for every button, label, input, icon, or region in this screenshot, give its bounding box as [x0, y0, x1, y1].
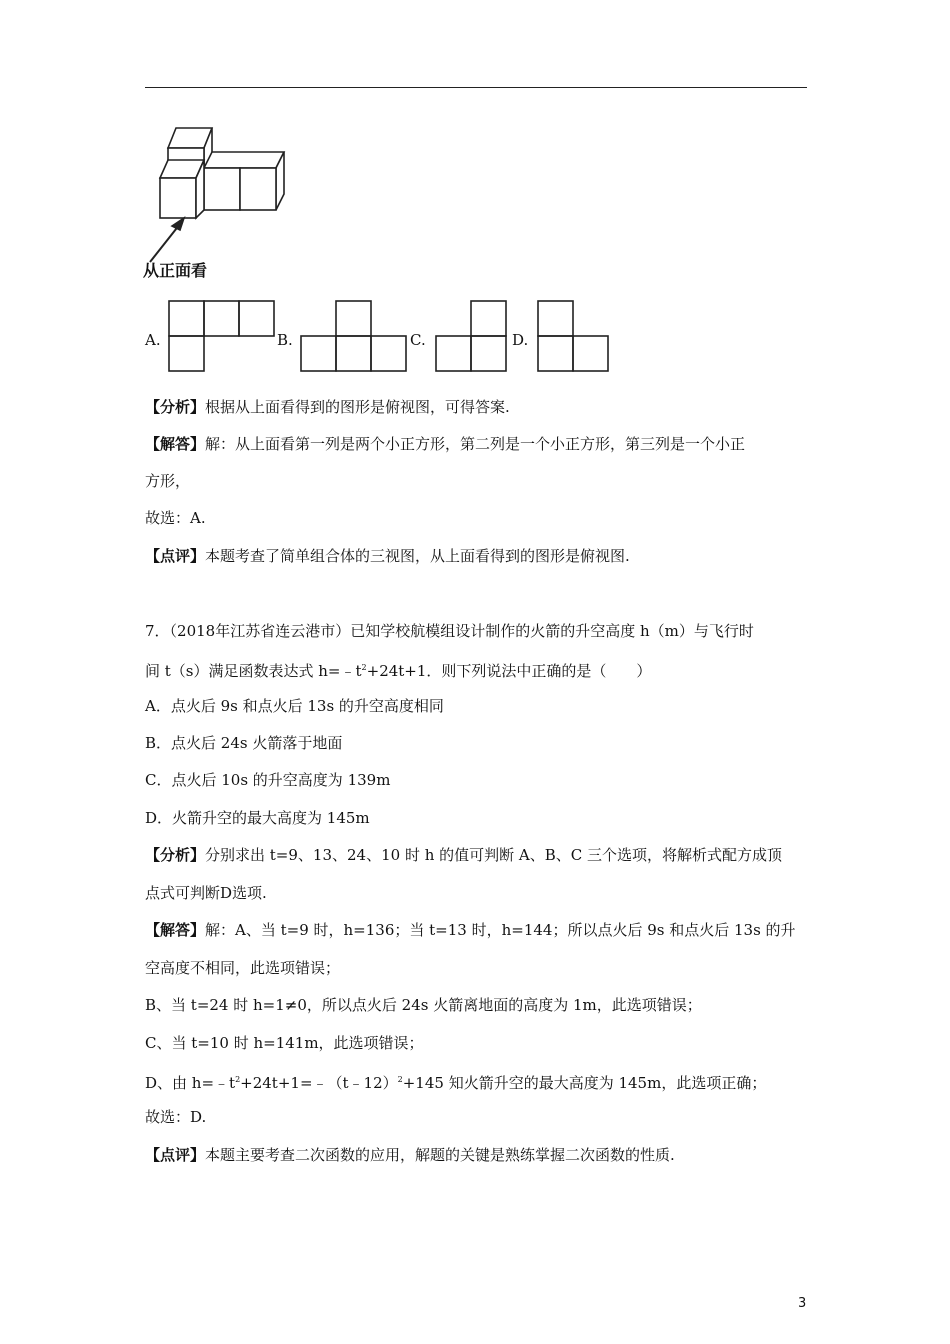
arrow-head: [172, 218, 184, 230]
q7-analysis-line-2: 点式可判断D选项.: [145, 884, 267, 902]
option-d-label: D.: [512, 331, 529, 349]
q7-comment: [145, 1145, 675, 1165]
front-cube-front: [160, 178, 196, 218]
option-b-label: B.: [277, 331, 293, 349]
q7-stem-line-1: 7．（2018年江苏省连云港市）已知学校航模组设计制作的火箭的升空高度 h（m）与飞行时: [145, 622, 754, 640]
stem-part: +24t+1．则下列说法中正确的是（ ）: [366, 662, 652, 680]
option-a-label: A.: [145, 331, 161, 349]
q7-option-a: A．点火后 9s 和点火后 13s 的升空高度相同: [145, 697, 444, 715]
exponent: 2: [361, 663, 367, 672]
cube-figure: [150, 120, 290, 280]
stem-part: 间 t（s）满足函数表达式 h=﹣t: [145, 662, 362, 680]
comment-text: 本题主要考查二次函数的应用，解题的关键是熟练掌握二次函数的性质.: [205, 1146, 675, 1164]
comment-tag: 【点评】: [145, 547, 206, 565]
q6-solution-line-2: 方形，: [145, 472, 191, 490]
analysis-text: 根据从上面看得到的图形是俯视图，可得答案.: [205, 398, 510, 416]
right-cube-top: [204, 152, 284, 168]
exponent: 2: [397, 1075, 403, 1084]
q7-solution-line-4: C、当 t=10 时 h=141m，此选项错误；: [145, 1034, 424, 1052]
solution-tag: 【解答】: [145, 435, 206, 453]
analysis-text: 分别求出 t=9、13、24、10 时 h 的值可判断 A、B、C 三个选项，将解析式配方成顶: [205, 846, 783, 864]
option-d-figure: [537, 300, 611, 372]
analysis-tag: 【分析】: [145, 398, 206, 416]
header-rule: [145, 87, 807, 88]
option-c-figure: [435, 300, 509, 372]
option-c-label: C.: [410, 331, 426, 349]
exponent: 2: [235, 1075, 241, 1084]
option-a-figure: [168, 300, 276, 372]
q7-option-d: D．火箭升空的最大高度为 145m: [145, 809, 370, 827]
q7-solution-line-2: 空高度不相同，此选项错误；: [145, 959, 341, 977]
comment-text: 本题考查了简单组合体的三视图，从上面看得到的图形是俯视图.: [205, 547, 630, 565]
view-arrow: [150, 224, 180, 262]
q7-choice: 故选：D.: [145, 1108, 207, 1126]
solution-text: 解：A、当 t=9 时，h=136；当 t=13 时，h=144；所以点火后 9s 和点火后 13s 的升: [205, 921, 796, 939]
solution-part: +145 知火箭升空的最大高度为 145m，此选项正确；: [402, 1074, 767, 1092]
right-cube-front: [240, 168, 276, 210]
q7-stem-line-2: [145, 658, 651, 681]
middle-cube-front: [204, 168, 240, 210]
figure-caption: 从正面看: [143, 261, 208, 280]
q7-solution-line-3: B、当 t=24 时 h=1≠0，所以点火后 24s 火箭离地面的高度为 1m，此选项错误；: [145, 996, 702, 1014]
comment-tag: 【点评】: [145, 1146, 206, 1164]
q7-option-c: C．点火后 10s 的升空高度为 139m: [145, 771, 391, 789]
page-number: 3: [798, 1296, 807, 1311]
solution-tag: 【解答】: [145, 921, 206, 939]
q7-solution-line-1: [145, 920, 796, 940]
q7-analysis-line-1: [145, 845, 782, 865]
q7-option-b: B．点火后 24s 火箭落于地面: [145, 734, 343, 752]
q6-analysis: [145, 397, 510, 417]
q6-comment: [145, 546, 630, 566]
option-b-figure: [300, 300, 408, 372]
q7-solution-line-5: [145, 1070, 766, 1093]
solution-part: +24t+1=﹣（t﹣12）: [240, 1074, 398, 1092]
analysis-tag: 【分析】: [145, 846, 206, 864]
q6-choice: 故选：A.: [145, 509, 206, 527]
q6-solution-line-1: [145, 434, 745, 454]
solution-text: 解：从上面看第一列是两个小正方形，第二列是一个小正方形，第三列是一个小正: [205, 435, 746, 453]
solution-part: D、由 h=﹣t: [145, 1074, 236, 1092]
